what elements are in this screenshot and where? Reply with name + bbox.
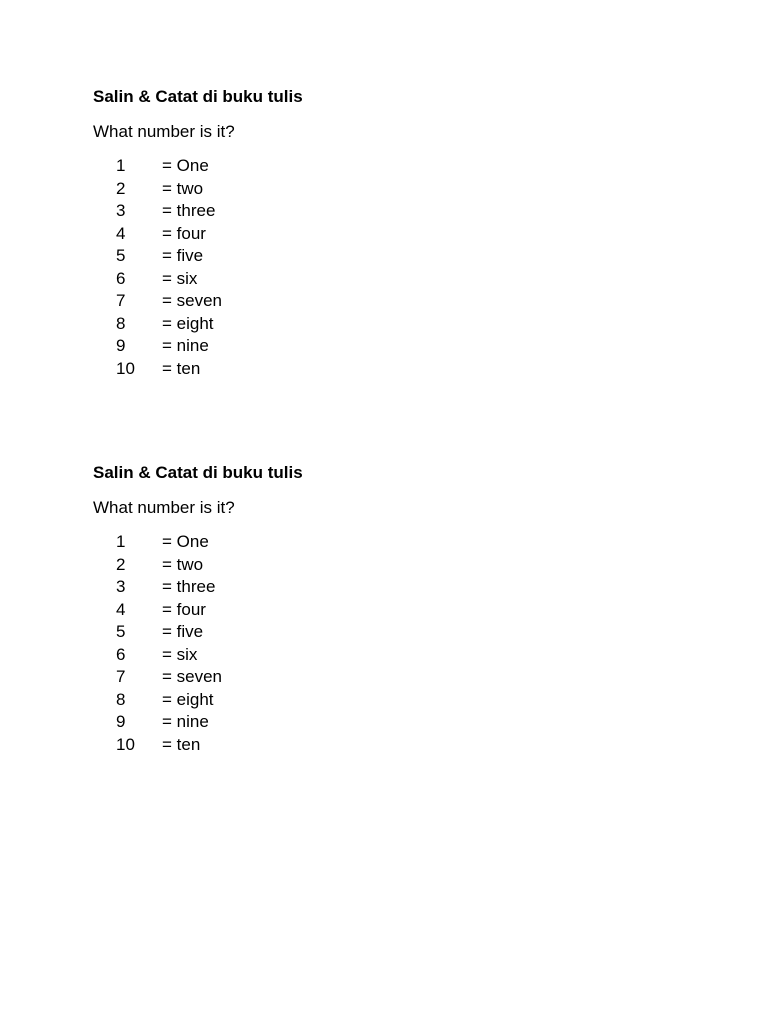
- item-word: = nine: [162, 336, 209, 355]
- list-item: [93, 200, 593, 223]
- item-number: 7: [116, 667, 126, 686]
- item-number: 10: [116, 734, 135, 754]
- item-number: 8: [116, 689, 126, 709]
- number-section-1: [93, 86, 593, 380]
- list-item: [93, 576, 593, 599]
- section-heading: Salin & Catat di buku tulis: [93, 463, 303, 482]
- item-number: 4: [116, 223, 126, 243]
- item-number: 3: [116, 577, 126, 596]
- list-item: [93, 644, 593, 667]
- item-number: 6: [116, 268, 126, 288]
- item-number: 6: [116, 644, 126, 664]
- item-number: 5: [116, 622, 126, 641]
- item-number: 4: [116, 599, 126, 619]
- item-word: = seven: [162, 667, 223, 686]
- item-word: = One: [162, 532, 209, 551]
- item-word: = nine: [162, 712, 209, 731]
- list-item: [93, 155, 593, 178]
- item-word: = two: [162, 554, 204, 574]
- item-word: = One: [162, 156, 209, 175]
- item-number: 10: [116, 358, 135, 378]
- list-item: [93, 313, 593, 336]
- item-number: 2: [116, 178, 126, 198]
- list-item: [93, 178, 593, 201]
- number-list: [93, 531, 593, 756]
- item-word: = ten: [162, 358, 201, 378]
- item-number: 3: [116, 201, 126, 220]
- list-item: [93, 223, 593, 246]
- item-number: 2: [116, 554, 126, 574]
- list-item: [93, 734, 593, 757]
- number-section-2: [93, 462, 593, 756]
- list-item: [93, 554, 593, 577]
- item-number: 7: [116, 291, 126, 310]
- item-word: = six: [162, 268, 198, 288]
- item-word: = four: [162, 223, 206, 243]
- number-list: [93, 155, 593, 380]
- item-word: = three: [162, 577, 216, 596]
- section-heading: Salin & Catat di buku tulis: [93, 87, 303, 106]
- item-number: 1: [116, 156, 126, 175]
- list-item: [93, 666, 593, 689]
- list-item: [93, 599, 593, 622]
- item-number: 9: [116, 712, 126, 731]
- item-word: = eight: [162, 689, 214, 709]
- list-item: [93, 268, 593, 291]
- item-number: 5: [116, 246, 126, 265]
- item-number: 1: [116, 532, 126, 551]
- item-word: = two: [162, 178, 204, 198]
- item-word: = three: [162, 201, 216, 220]
- section-question: What number is it?: [93, 498, 235, 517]
- item-word: = six: [162, 644, 198, 664]
- item-number: 8: [116, 313, 126, 333]
- item-word: = five: [162, 622, 204, 641]
- list-item: [93, 531, 593, 554]
- item-number: 9: [116, 336, 126, 355]
- list-item: [93, 358, 593, 381]
- item-word: = eight: [162, 313, 214, 333]
- list-item: [93, 290, 593, 313]
- list-item: [93, 689, 593, 712]
- item-word: = five: [162, 246, 204, 265]
- item-word: = seven: [162, 291, 223, 310]
- item-word: = ten: [162, 734, 201, 754]
- list-item: [93, 711, 593, 734]
- list-item: [93, 335, 593, 358]
- list-item: [93, 245, 593, 268]
- section-question: What number is it?: [93, 122, 235, 141]
- item-word: = four: [162, 599, 206, 619]
- list-item: [93, 621, 593, 644]
